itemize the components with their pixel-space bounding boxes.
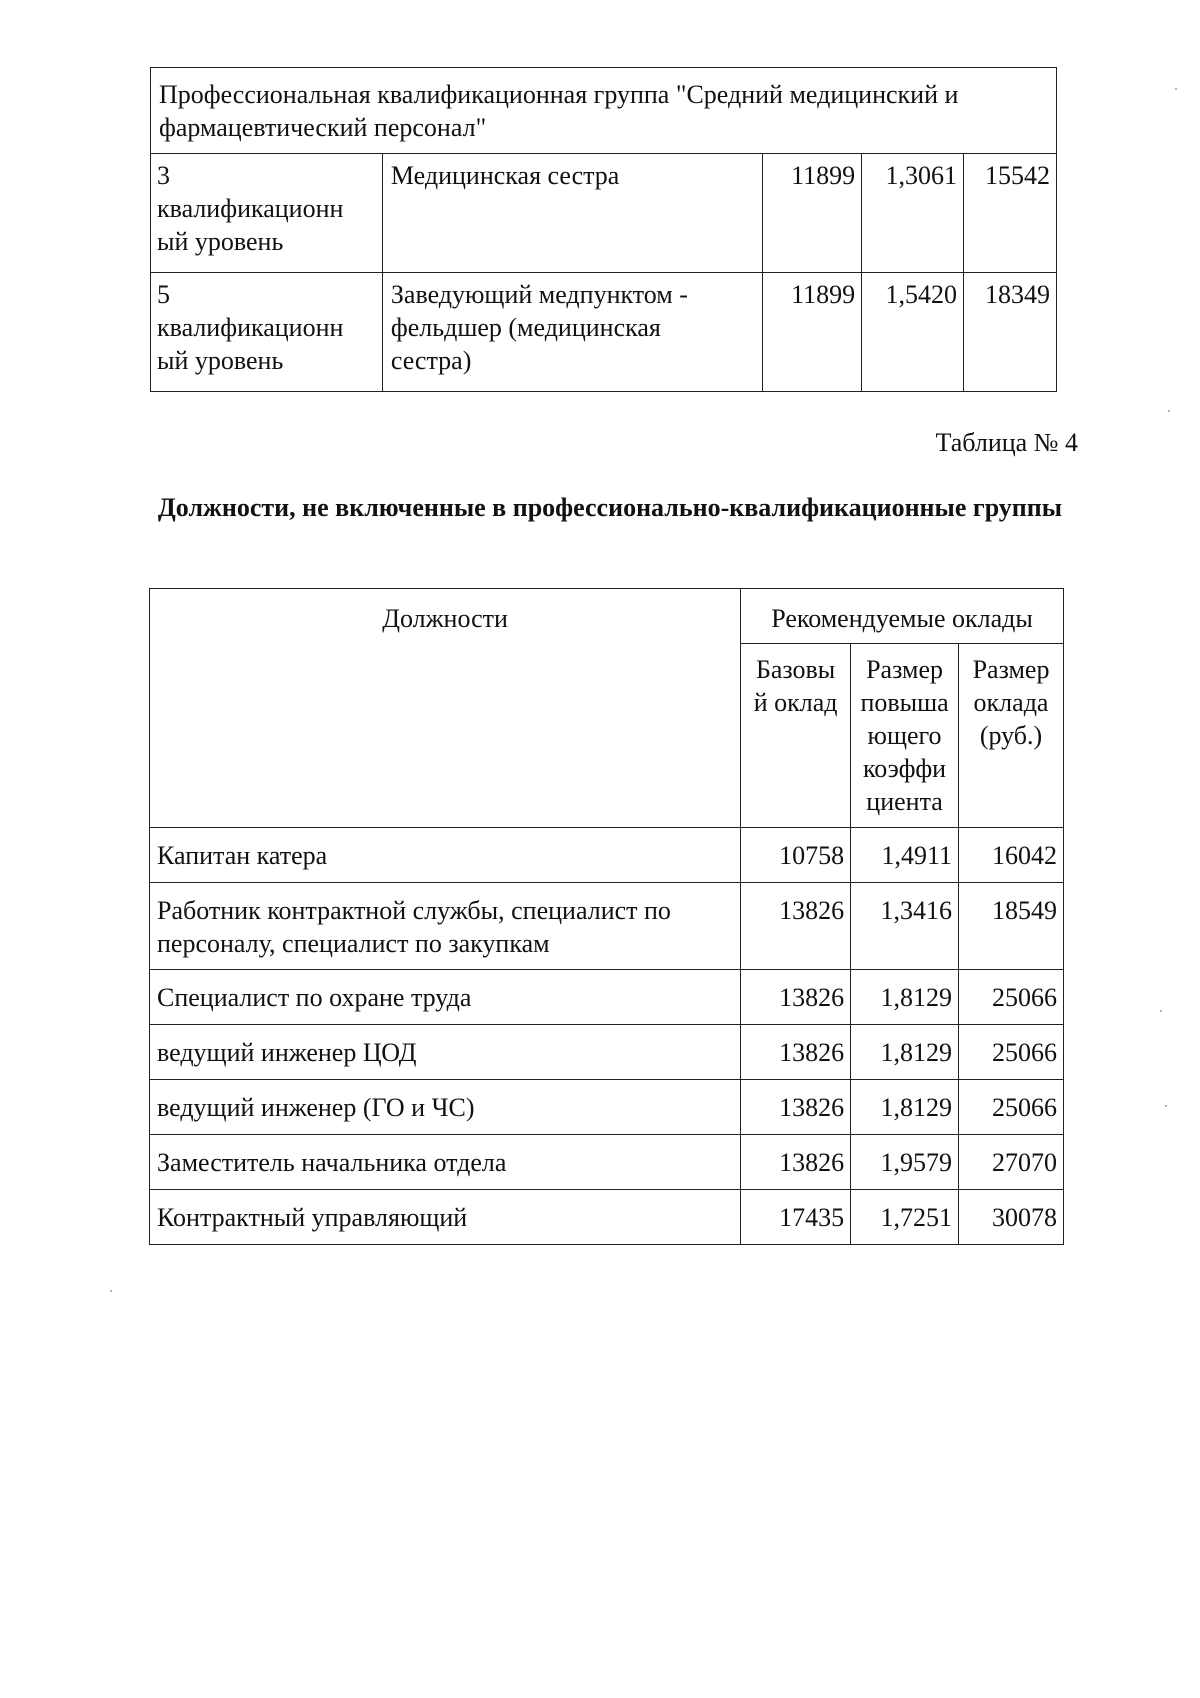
column-header-salary: Размер оклада (руб.) xyxy=(959,644,1064,828)
scan-speck xyxy=(1175,88,1177,90)
salary-cell: 18349 xyxy=(964,273,1057,392)
scan-speck xyxy=(1168,410,1170,412)
salary-cell: 18549 xyxy=(959,883,1064,970)
scan-speck xyxy=(1165,1105,1167,1107)
base-salary-cell: 13826 xyxy=(741,970,851,1025)
table-row xyxy=(150,970,1064,1025)
salary-cell: 25066 xyxy=(959,1025,1064,1080)
salary-table-other-positions xyxy=(149,588,1064,1245)
column-header-positions: Должности xyxy=(150,589,741,828)
column-header-coefficient: Размер повыша ющего коэффи циента xyxy=(851,644,959,828)
position-cell: Специалист по охране труда xyxy=(150,970,741,1025)
base-salary-cell: 13826 xyxy=(741,1135,851,1190)
salary-table-medical xyxy=(150,67,1057,392)
salary-cell: 25066 xyxy=(959,970,1064,1025)
position-cell: Работник контрактной службы, специалист по персоналу, специалист по закупкам xyxy=(150,883,741,970)
base-salary-cell: 13826 xyxy=(741,883,851,970)
qualification-group-title: Профессиональная квалификационная группа "Средний медицинский и фармацевтический персонал" xyxy=(151,68,1057,154)
scan-speck xyxy=(1160,1010,1162,1012)
position-cell: ведущий инженер (ГО и ЧС) xyxy=(150,1080,741,1135)
position-cell: Заведующий медпунктом - фельдшер (медицинская сестра) xyxy=(382,273,762,392)
table-row xyxy=(151,273,1057,392)
coefficient-cell: 1,8129 xyxy=(851,1080,959,1135)
salary-cell: 16042 xyxy=(959,828,1064,883)
coefficient-cell: 1,4911 xyxy=(851,828,959,883)
coefficient-cell: 1,8129 xyxy=(851,970,959,1025)
table-row-group-title xyxy=(151,68,1057,154)
base-salary-cell: 17435 xyxy=(741,1190,851,1245)
table-row xyxy=(150,1025,1064,1080)
base-salary-cell: 13826 xyxy=(741,1025,851,1080)
salary-cell: 25066 xyxy=(959,1080,1064,1135)
table-row xyxy=(150,1190,1064,1245)
salary-cell: 15542 xyxy=(964,154,1057,273)
coefficient-cell: 1,8129 xyxy=(851,1025,959,1080)
coefficient-cell: 1,5420 xyxy=(862,273,964,392)
table-number-label: Таблица № 4 xyxy=(935,428,1078,457)
base-salary-cell: 11899 xyxy=(763,154,862,273)
table-row xyxy=(150,1080,1064,1135)
qualification-level-cell: 3 квалификационн ый уровень xyxy=(151,154,383,273)
column-header-recommended: Рекомендуемые оклады xyxy=(741,589,1064,644)
table-row xyxy=(151,154,1057,273)
coefficient-cell: 1,3061 xyxy=(862,154,964,273)
position-cell: ведущий инженер ЦОД xyxy=(150,1025,741,1080)
scan-speck xyxy=(110,1290,112,1292)
qualification-level-cell: 5 квалификационн ый уровень xyxy=(151,273,383,392)
table-row xyxy=(150,828,1064,883)
salary-cell: 30078 xyxy=(959,1190,1064,1245)
position-cell: Заместитель начальника отдела xyxy=(150,1135,741,1190)
table-row xyxy=(150,1135,1064,1190)
base-salary-cell: 10758 xyxy=(741,828,851,883)
table-row xyxy=(150,883,1064,970)
table-heading: Должности, не включенные в профессионально-квалификационные группы xyxy=(157,493,1063,522)
base-salary-cell: 11899 xyxy=(763,273,862,392)
position-cell: Медицинская сестра xyxy=(382,154,762,273)
base-salary-cell: 13826 xyxy=(741,1080,851,1135)
column-header-base-salary: Базовы й оклад xyxy=(741,644,851,828)
position-cell: Капитан катера xyxy=(150,828,741,883)
salary-cell: 27070 xyxy=(959,1135,1064,1190)
coefficient-cell: 1,9579 xyxy=(851,1135,959,1190)
table-header-row xyxy=(150,589,1064,644)
coefficient-cell: 1,3416 xyxy=(851,883,959,970)
position-cell: Контрактный управляющий xyxy=(150,1190,741,1245)
coefficient-cell: 1,7251 xyxy=(851,1190,959,1245)
